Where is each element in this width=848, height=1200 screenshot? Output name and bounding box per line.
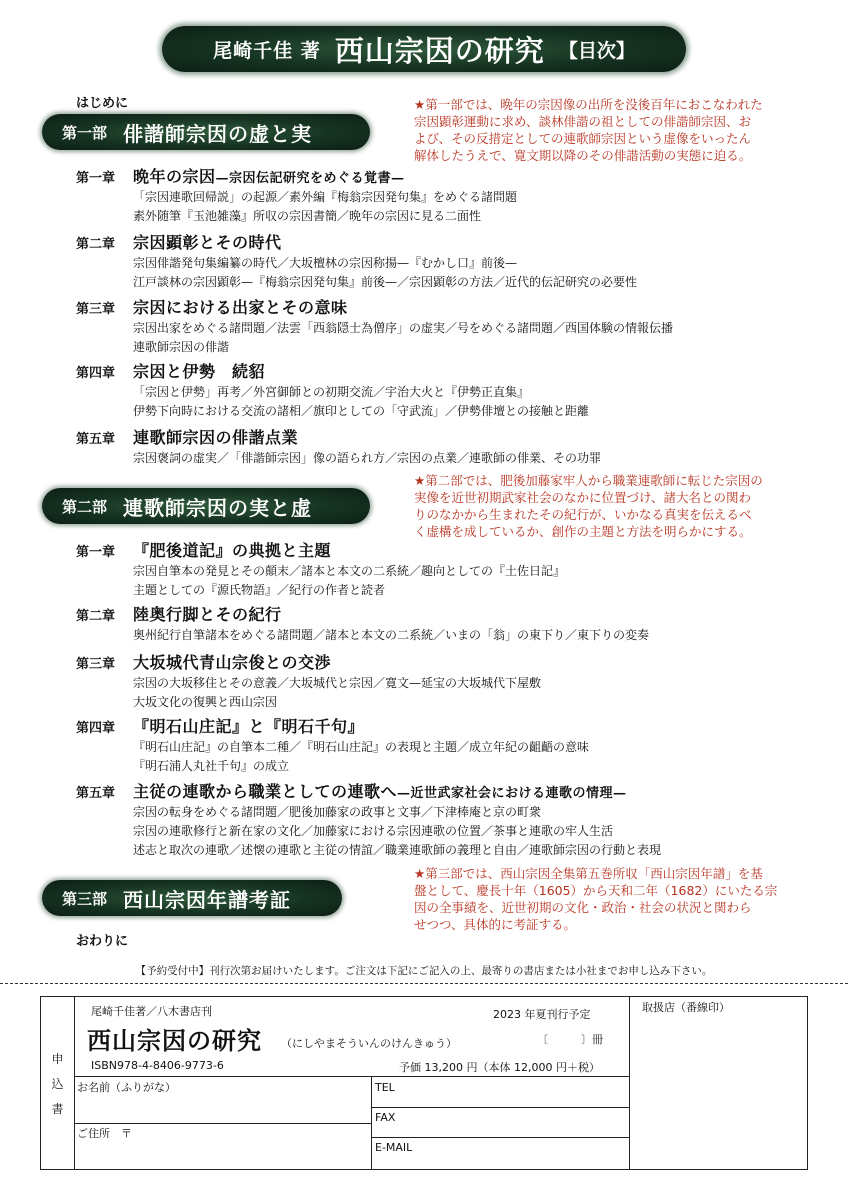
note-line: く虚構を成しているか、創作の主題と方法を明らかにする。 [414,524,752,539]
section-line: 主題としての『源氏物語』／紀行の作者と読者 [133,583,386,597]
chapter-2-3 [76,650,818,712]
part-note-2 [414,472,763,540]
chapter-number: 第一章 [76,545,116,560]
chapter-title: 主従の連歌から職業としての連歌へ—近世武家社会における連歌の情理— [133,782,627,801]
tel-field[interactable]: TEL [375,1081,395,1094]
part-label: 第三部 [62,889,108,908]
section-line: 宗因俳諧発句集編纂の時代／大坂檀林の宗因称揚—『むかし口』前後— [133,256,518,270]
chapter-title: 連歌師宗因の俳諧点業 [133,428,299,447]
note-line: 盤として、慶長十年（1605）から天和二年（1682）にいたる宗 [414,883,778,898]
note-line: 因の全事績を、近世初期の文化・政治・社会の状況と関わら [414,900,752,915]
form-book-title: 西山宗因の研究 [87,1026,262,1055]
note-line: ★第二部では、肥後加藤家牢人から職業連歌師に転じた宗因の [414,473,763,488]
section-line: 宗因の転身をめぐる諸問題／肥後加藤家の政事と文事／下津棒庵と京の町衆 [133,805,542,819]
isbn: ISBN978-4-8406-9773-6 [91,1059,224,1072]
intro-heading: はじめに [76,96,129,111]
section-line: 連歌師宗因の俳諧 [133,340,230,354]
section-line: 宗因の連歌修行と新在家の文化／加藤家における宗因連歌の位置／茶事と連歌の牢人生活 [133,824,614,838]
order-form [40,996,808,1170]
form-side-label: 申 込 書 [41,997,75,1169]
chapter-1-3 [76,295,818,357]
title-banner [162,26,686,72]
part-title: 西山宗因年譜考証 [123,887,292,912]
part-label: 第一部 [62,123,108,142]
part-banner-2 [42,488,370,524]
part-note-3 [414,865,777,933]
part-note-1 [414,96,763,164]
note-line: 実像を近世初期武家社会のなかに位置づけ、諸大名との関わ [414,490,752,505]
chapter-title: 宗因顕彰とその時代 [133,233,282,252]
chapter-title: 『肥後道記』の典拠と主題 [133,541,332,560]
price: 予価 13,200 円（本体 12,000 円＋税） [399,1061,600,1074]
quantity-field[interactable]: 〔 〕冊 [537,1033,603,1046]
chapter-title: 宗因における出家とその意味 [133,298,348,317]
email-field[interactable]: E-MAIL [375,1141,413,1154]
note-line: よび、その反措定としての連歌師宗因という虚像をいったん [414,131,752,146]
chapter-1-1 [76,164,818,226]
chapter-number: 第五章 [76,786,116,801]
shop-stamp-box [629,997,807,1169]
chapter-number: 第一章 [76,171,116,186]
section-line: 宗因出家をめぐる諸問題／法雲「西翁隠士為僧序」の虚実／号をめぐる諸問題／西国体験の情報伝播 [133,321,674,335]
note-line: ★第一部では、晩年の宗因像の出所を没後百年におこなわれた [414,97,763,112]
toc-label: 【目次】 [558,39,635,62]
section-line: 「宗因と伊勢」再考／外宮御師との初期交流／宇治大火と『伊勢正直集』 [133,385,530,399]
cut-line [0,983,848,984]
section-line: 『明石山庄記』の自筆本二種／『明石山庄記』の表現と主題／成立年紀の齟齬の意味 [133,740,590,754]
part-title: 連歌師宗因の実と虚 [123,495,313,520]
chapter-2-2 [76,602,818,645]
part-label: 第二部 [62,497,108,516]
note-line: ★第三部では、西山宗因全集第五巻所収「西山宗因年譜」を基 [414,866,763,881]
release-schedule: 2023 年夏刊行予定 [493,1008,591,1021]
chapter-1-4 [76,359,818,421]
chapter-title: 『明石山庄記』と『明石千句』 [133,717,365,736]
section-line: 江戸談林の宗因顕彰—『梅翁宗因発句集』前後—／宗因顕彰の方法／近代的伝記研究の必要性 [133,275,638,289]
address-field[interactable]: ご住所 〒 [77,1127,132,1140]
row-divider [371,1107,629,1108]
section-line: 宗因自筆本の発見とその顛末／諸本と本文の二系統／趣向としての『土佐日記』 [133,564,566,578]
chapter-number: 第四章 [76,366,116,381]
chapter-number: 第二章 [76,237,116,252]
section-line: 宗因の大坂移住とその意義／大坂城代と宗因／寛文—延宝の大坂城代下屋敷 [133,676,542,690]
row-divider [371,1137,629,1138]
outro-heading: おわりに [76,934,129,949]
part-banner-3 [42,880,342,916]
chapter-number: 第四章 [76,721,116,736]
field-divider [371,1077,372,1169]
section-line: 宗因褒詞の虚実／「俳諧師宗因」像の語られ方／宗因の点業／連歌師の俳業、その功罪 [133,451,602,465]
chapter-2-4 [76,714,818,776]
book-author: 尾崎千佳 著 [213,39,321,62]
book-title: 西山宗因の研究 [334,33,545,68]
section-line: 伊勢下向時における交流の諸相／旗印としての「守武流」／伊勢俳壇との接触と距離 [133,404,590,418]
note-line: 解体したうえで、寛文期以降のその俳諧活動の実態に迫る。 [414,148,752,163]
note-line: 宗因顕彰運動に求め、談林俳諧の祖としての俳諧師宗因、お [414,114,752,129]
chapter-subtitle: —近世武家社会における連歌の情理— [397,786,627,801]
part-title: 俳諧師宗因の虚と実 [123,121,313,146]
chapter-2-5 [76,779,818,860]
chapter-number: 第三章 [76,657,116,672]
book-reading: （にしやまそういんのけんきゅう） [281,1037,457,1050]
part-banner-1 [42,114,370,150]
section-line: 「宗因連歌回帰説」の起源／素外編『梅翁宗因発句集』をめぐる諸問題 [133,190,518,204]
section-line: 大坂文化の復興と西山宗因 [133,695,278,709]
order-notice: 【予約受付中】刊行次第お届けいたします。ご注文は下記にご記入の上、最寄りの書店または小社までお申し込み下さい。 [135,965,713,977]
chapter-title: 宗因と伊勢 続貂 [133,362,266,381]
row-divider [75,1123,371,1124]
chapter-title: 晩年の宗因—宗因伝記研究をめぐる覚書— [133,167,405,186]
publisher-line: 尾崎千佳著／八木書店刊 [91,1005,212,1018]
chapter-2-1 [76,538,818,600]
chapter-number: 第二章 [76,609,116,624]
note-line: せつつ、具体的に考証する。 [414,917,577,932]
name-field[interactable]: お名前（ふりがな） [77,1081,176,1094]
section-line: 述志と取次の連歌／述懐の連歌と主従の情誼／職業連歌師の義理と自由／連歌師宗因の行動と表現 [133,843,662,857]
chapter-subtitle: —宗因伝記研究をめぐる覚書— [215,171,405,186]
chapter-title: 大坂城代青山宗俊との交渉 [133,653,332,672]
shop-label: 取扱店（番線印） [642,1001,730,1014]
chapter-1-2 [76,230,818,292]
section-line: 奥州紀行自筆諸本をめぐる諸問題／諸本と本文の二系統／いまの「翁」の東下り／東下りの変奏 [133,628,650,642]
note-line: りのなかから生まれたその紀行が、いかなる真実を伝えるべ [414,507,752,522]
chapter-number: 第五章 [76,432,116,447]
chapter-title: 陸奥行脚とその紀行 [133,605,282,624]
section-line: 『明石浦人丸社千句』の成立 [133,759,290,773]
fax-field[interactable]: FAX [375,1111,396,1124]
book-order-box [75,997,629,1077]
chapter-number: 第三章 [76,302,116,317]
section-line: 素外随筆『玉池雑藻』所収の宗因書簡／晩年の宗因に見る二面性 [133,209,482,223]
chapter-1-5 [76,425,818,468]
